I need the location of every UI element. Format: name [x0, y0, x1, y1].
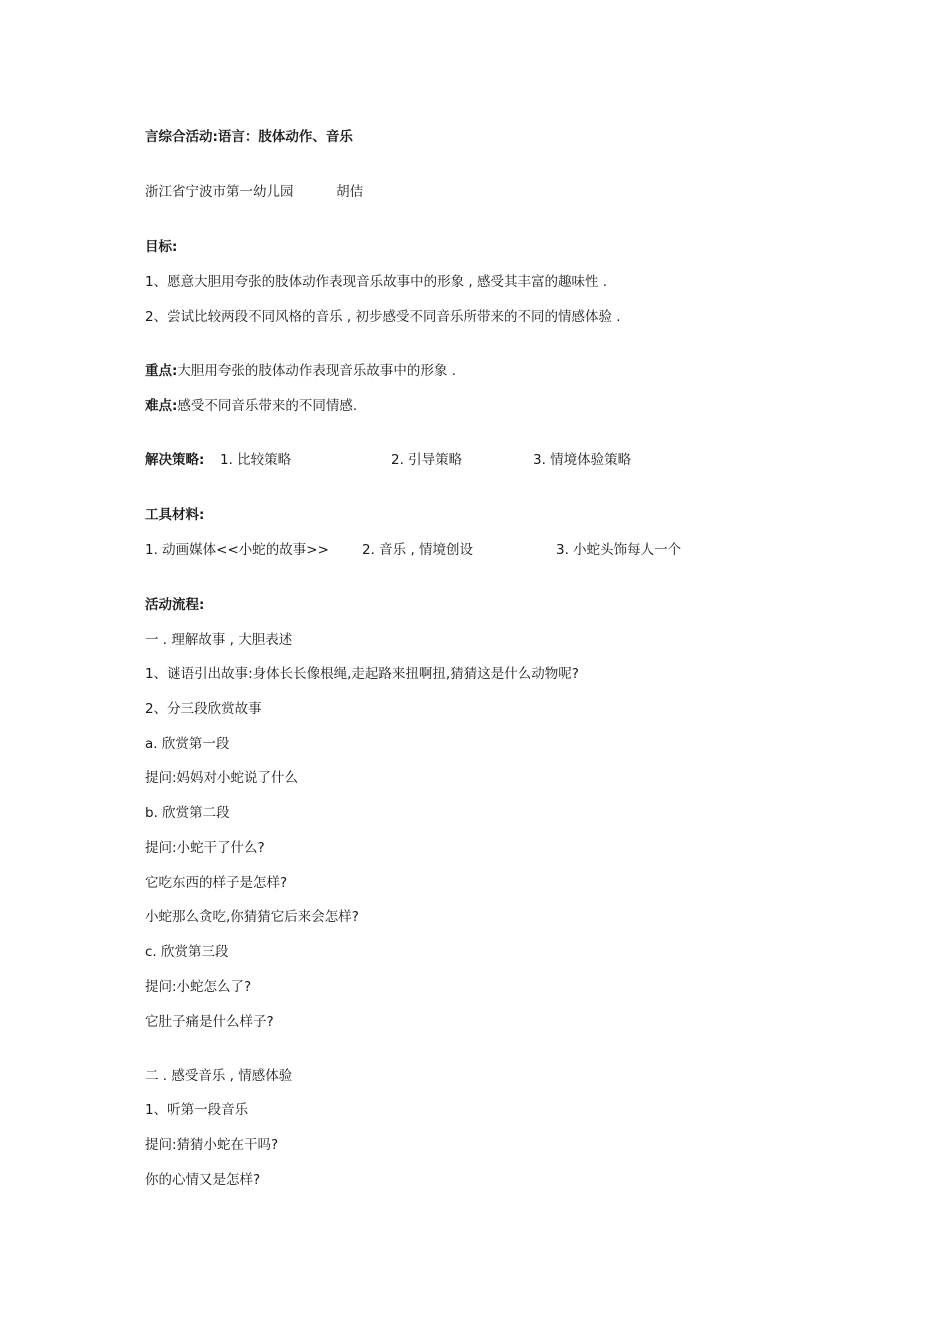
difficulty-text: 感受不同音乐带来的不同情感.	[177, 398, 358, 414]
difficulty	[145, 397, 357, 415]
strategy-item: 1. 比较策略	[220, 452, 292, 468]
key-point-label: 重点:	[145, 363, 178, 379]
materials-heading: 工具材料:	[145, 507, 205, 523]
process-line: 它肚子痛是什么样子?	[145, 1014, 274, 1030]
process-line: c. 欣赏第三段	[145, 944, 229, 960]
key-point	[145, 362, 456, 380]
process-line: 2、分三段欣赏故事	[145, 701, 262, 717]
process-line: 提问:小蛇怎么了?	[145, 979, 252, 995]
process-line: 提问:小蛇干了什么?	[145, 840, 265, 856]
doc-title: 言综合活动:语言：肢体动作、音乐	[145, 129, 353, 145]
difficulty-label: 难点:	[145, 398, 178, 414]
strategy-item: 2. 引导策略	[391, 452, 463, 468]
strategy-item: 3. 情境体验策略	[533, 452, 632, 468]
process-line: 1、听第一段音乐	[145, 1102, 249, 1118]
material-item: 2. 音乐 , 情境创设	[362, 542, 474, 558]
material-item: 3. 小蛇头饰每人一个	[556, 542, 682, 558]
process-line: 它吃东西的样子是怎样?	[145, 875, 288, 891]
strategy-label: 解决策略:	[145, 452, 205, 468]
process-line: 提问:妈妈对小蛇说了什么	[145, 770, 299, 786]
process-line: 1、谜语引出故事:身体长长像根绳,走起路来扭啊扭,猜猜这是什么动物呢?	[145, 666, 579, 682]
process-line: b. 欣赏第二段	[145, 805, 230, 821]
goal-item: 2、尝试比较两段不同风格的音乐 , 初步感受不同音乐所带来的不同的情感体验 .	[145, 309, 621, 325]
section-title: 一 . 理解故事 , 大胆表述	[145, 632, 293, 648]
strategy-line	[145, 451, 745, 469]
process-heading: 活动流程:	[145, 597, 205, 613]
goal-item: 1、愿意大胆用夸张的肢体动作表现音乐故事中的形象 , 感受其丰富的趣味性 .	[145, 274, 608, 290]
section-title: 二 . 感受音乐 , 情感体验	[145, 1068, 293, 1084]
process-line: 小蛇那么贪吃,你猜猜它后来会怎样?	[145, 909, 359, 925]
material-item: 1. 动画媒体<<小蛇的故事>>	[145, 542, 329, 558]
goals-heading: 目标:	[145, 239, 178, 255]
process-line: 你的心情又是怎样?	[145, 1172, 261, 1188]
key-point-text: 大胆用夸张的肢体动作表现音乐故事中的形象 .	[177, 363, 456, 379]
process-line: 提问:猜猜小蛇在干吗?	[145, 1137, 279, 1153]
process-line: a. 欣赏第一段	[145, 736, 230, 752]
school-name: 浙江省宁波市第一幼儿园	[145, 184, 294, 200]
author-name: 胡佶	[336, 184, 364, 200]
author-line	[145, 183, 363, 201]
